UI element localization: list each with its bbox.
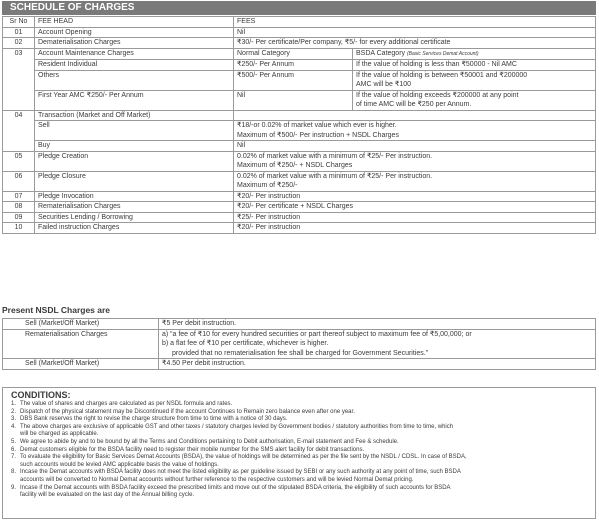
nsdl-value: ₹5 Per debit instruction. — [159, 319, 596, 330]
condition-number: 2. — [11, 408, 17, 415]
condition-text: such accounts would be levied AMC applicable basis the value of holdings. — [20, 461, 219, 468]
row-fee-empty — [234, 110, 596, 121]
row-sr: 07 — [3, 191, 35, 202]
fee-line: Maximum of ₹500/- Per instruction + NSDL Charges — [237, 131, 399, 139]
condition-number — [11, 462, 20, 470]
table-row — [3, 329, 596, 359]
row-fee-head: Rematerialisation Charges — [35, 202, 234, 213]
row-fee: Nil — [234, 27, 596, 38]
bsda-category-label: BSDA Category — [356, 49, 406, 57]
table-header-row — [3, 17, 596, 28]
row-sr: 10 — [3, 223, 35, 234]
row-fee-head: Transaction (Market and Off Market) — [35, 110, 234, 121]
condition-number — [11, 492, 20, 500]
table-row — [3, 151, 596, 171]
table-row — [3, 212, 596, 223]
normal-category-header: Normal Category — [234, 48, 353, 60]
condition-number: 4. — [11, 423, 17, 430]
row-fee-head: Buy — [35, 141, 234, 152]
table-row — [3, 60, 596, 71]
condition-item — [11, 401, 587, 409]
row-fee — [234, 121, 596, 141]
col-header-fees: FEES — [234, 17, 596, 28]
condition-text: Demat customers eligible for the BSDA facility need to register their mobile number for the SMS alert facility for debit transactions. — [20, 446, 365, 453]
fee-line: AMC will be ₹100 — [356, 81, 412, 88]
condition-number: 9. — [11, 484, 17, 491]
condition-item — [11, 462, 587, 470]
charges-table — [2, 16, 596, 234]
fee-line: of time AMC will be ₹250 per Annum. — [356, 101, 472, 108]
row-fee-head: Pledge Closure — [35, 171, 234, 191]
nsdl-label: Rematerialisation Charges — [3, 329, 159, 359]
condition-number: 3. — [11, 416, 17, 423]
row-fee-head: Pledge Creation — [35, 151, 234, 171]
row-fee-normal: Nil — [234, 90, 353, 110]
condition-item — [11, 409, 587, 417]
table-row — [3, 27, 596, 38]
table-row — [3, 90, 596, 110]
table-row — [3, 70, 596, 90]
condition-text: The above charges are exclusive of applicable GST and other taxes / statutory charges levied by Government bodies / statutory authorities from time to time, which — [20, 423, 454, 430]
nsdl-line: a) “a fee of ₹10 for every hundred securities or part thereof subject to maximum fee of ₹5,00,000; or — [162, 330, 472, 338]
row-sr: 09 — [3, 212, 35, 223]
condition-number — [11, 477, 20, 485]
row-fee: ₹30/- Per certificate/Per company, ₹5/- for every additional certificate — [234, 38, 596, 49]
condition-item — [11, 447, 587, 455]
row-fee-head: Others — [35, 70, 234, 90]
row-fee — [234, 151, 596, 171]
row-sr: 04 — [3, 110, 35, 151]
row-fee-head: Resident Individual — [35, 60, 234, 71]
conditions-title: CONDITIONS: — [11, 390, 71, 400]
condition-item — [11, 492, 587, 500]
row-fee-normal: ₹500/- Per Annum — [234, 70, 353, 90]
row-sr: 05 — [3, 151, 35, 171]
row-fee: Nil — [234, 141, 596, 152]
condition-item — [11, 424, 587, 432]
row-fee: ₹20/- Per certificate + NSDL Charges — [234, 202, 596, 213]
table-row — [3, 48, 596, 60]
condition-text: accounts will be converted to Normal Demat accounts without further reference to the respective customers and will be levied Normal Demat pricing. — [20, 476, 414, 483]
row-fee: ₹25/- Per instruction — [234, 212, 596, 223]
nsdl-label: Sell (Market/Off Market) — [3, 359, 159, 370]
table-row — [3, 171, 596, 191]
nsdl-table — [2, 318, 596, 370]
row-sr: 03 — [3, 48, 35, 110]
condition-item — [11, 469, 587, 477]
nsdl-label: Sell (Market/Off Market) — [3, 319, 159, 330]
table-row — [3, 121, 596, 141]
condition-item — [11, 439, 587, 447]
row-fee: ₹20/- Per instruction — [234, 223, 596, 234]
nsdl-heading: Present NSDL Charges are — [2, 305, 111, 315]
table-row — [3, 110, 596, 121]
condition-text: Incase if the Demat accounts with BSDA facility exceed the prescribed limits and move out of the stipulated BSDA criteria, the eligibility of such accounts for BSDA — [20, 484, 451, 491]
fee-line: 0.02% of market value with a minimum of ₹25/- Per instruction. — [237, 152, 433, 160]
row-sr: 06 — [3, 171, 35, 191]
fee-line: Maximum of ₹250/- + NSDL Charges — [237, 162, 353, 169]
condition-text: facility will be evaluated on the last day of the Annual billing cycle. — [20, 492, 195, 499]
row-sr: 02 — [3, 38, 35, 49]
fee-line: ₹18/-or 0.02% of market value which ever is higher. — [237, 122, 397, 129]
row-fee-head: First Year AMC ₹250/- Per Annum — [35, 90, 234, 110]
condition-text: DBS Bank reserves the right to revise the charge structure from time to time with a notice of 30 days. — [20, 416, 288, 423]
col-header-sr: Sr No — [3, 17, 35, 28]
row-fee-head: Sell — [35, 121, 234, 141]
table-row — [3, 223, 596, 234]
condition-text: will be charged as applicable. — [20, 431, 99, 438]
nsdl-value: ₹4.50 Per debit instruction. — [159, 359, 596, 370]
condition-number — [11, 431, 20, 439]
condition-text: Dispatch of the physical statement may be Discontinued if the account Continues to Remain zero balance even after one year. — [20, 408, 355, 415]
nsdl-value — [159, 329, 596, 359]
table-row — [3, 191, 596, 202]
row-fee-head: Securities Lending / Borrowing — [35, 212, 234, 223]
condition-item — [11, 416, 587, 424]
fee-line: If the value of holding is between ₹50001 and ₹200000 — [356, 71, 528, 79]
row-fee — [234, 171, 596, 191]
row-fee-head: Failed instruction Charges — [35, 223, 234, 234]
condition-item — [11, 454, 587, 462]
fee-line: Maximum of ₹250/- — [237, 182, 298, 189]
fee-line: If the value of holding exceeds ₹200000 at any point — [356, 91, 519, 99]
table-row — [3, 202, 596, 213]
page-title: SCHEDULE OF CHARGES — [2, 1, 596, 15]
condition-item — [11, 431, 587, 439]
bsda-category-sublabel: (Basic Services Demat Account) — [406, 50, 479, 57]
row-sr: 01 — [3, 27, 35, 38]
row-fee-bsda — [353, 90, 596, 110]
condition-text: We agree to abide by and to be bound by all the Terms and Conditions pertaining to Debit authorisation, E-mail statement and Fee & schedule. — [20, 438, 399, 445]
row-fee-head: Account Opening — [35, 27, 234, 38]
nsdl-line: b) a flat fee of ₹10 per certificate, whichever is higher. — [162, 340, 329, 347]
condition-number: 8. — [11, 469, 17, 476]
col-header-fee-head: FEE HEAD — [35, 17, 234, 28]
row-fee-bsda: If the value of holding is less than ₹50000 - Nil AMC — [353, 60, 596, 71]
row-fee: ₹20/- Per instruction — [234, 191, 596, 202]
condition-text: The value of shares and charges are calculated as per NSDL formula and rates. — [20, 401, 233, 407]
condition-number: 7. — [11, 454, 17, 461]
conditions-list — [11, 401, 587, 500]
table-row — [3, 359, 596, 370]
nsdl-line: provided that no rematerialisation fee shall be charged for Government Securities.” — [172, 349, 429, 357]
condition-text: To evaluate the eligibility for Basic Services Demat Accounts (BSDA), the value of holdings will be determined as per the file sent by the NSDL / CDSL. In case of BSDA, — [20, 454, 467, 461]
condition-text: Incase the Demat accounts with BSDA facility does not meet the listed eligibility as per guideline issued by SEBI or any such authority at any point of time, such BSDA — [20, 469, 461, 476]
condition-number: 5. — [11, 438, 17, 445]
row-fee-bsda — [353, 70, 596, 90]
table-row — [3, 141, 596, 152]
condition-item — [11, 477, 587, 485]
row-fee-head: Account Maintenance Charges — [35, 48, 234, 60]
table-row — [3, 319, 596, 330]
row-fee-normal: ₹250/- Per Annum — [234, 60, 353, 71]
condition-number: 1. — [11, 401, 17, 407]
bsda-category-header — [353, 48, 596, 60]
row-fee-head: Pledge Invocation — [35, 191, 234, 202]
table-row — [3, 38, 596, 49]
condition-item — [11, 485, 587, 493]
row-sr: 08 — [3, 202, 35, 213]
conditions-box — [2, 387, 596, 519]
fee-line: 0.02% of market value with a minimum of ₹25/- Per instruction. — [237, 172, 433, 180]
row-fee-head: Dematerialisation Charges — [35, 38, 234, 49]
condition-number: 6. — [11, 446, 17, 453]
